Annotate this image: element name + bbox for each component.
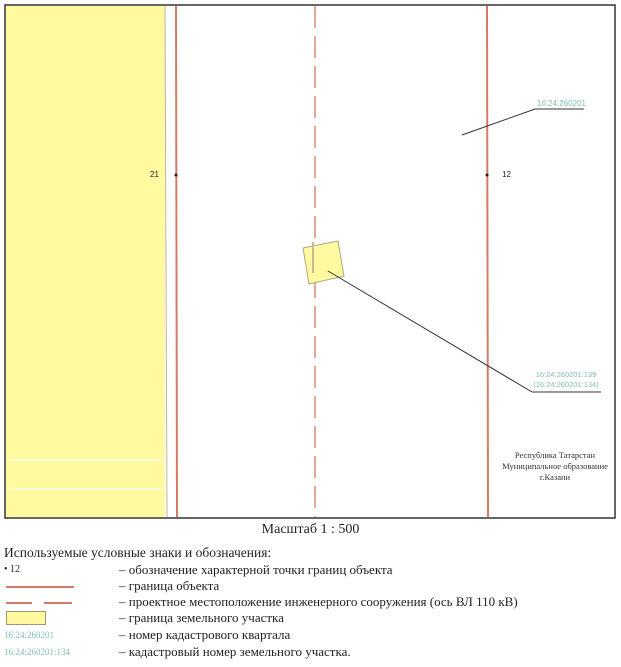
point-label-21: 21 (150, 170, 159, 179)
leader-line-quarter (462, 109, 535, 135)
cadastral-quarter-sample: 16:24:260201 (4, 630, 55, 640)
legend-desc: – проектное местоположение инженерного сооружения (ось ВЛ 110 кВ) (119, 594, 518, 609)
legend-item-cadastral-quarter (0, 627, 621, 643)
legend-item-object-boundary (0, 578, 621, 594)
region-republic: Республика Татарстан (514, 450, 596, 460)
solid-line-icon (4, 578, 114, 594)
parcel-number: 16:24:260201:139 (535, 370, 597, 379)
region-city: г.Казани (539, 472, 571, 482)
region-municipality: Муниципальное образование (502, 461, 608, 471)
legend-desc: – граница земельного участка (119, 610, 284, 625)
legend-item-cadastral-parcel (0, 644, 621, 660)
cadastral-parcel-sample: 16:24:260201:134 (4, 647, 71, 657)
object-boundary-left (176, 6, 177, 517)
region-label (494, 450, 616, 483)
boundary-point-21 (175, 174, 178, 177)
object-boundary-right (487, 6, 488, 517)
yellow-box-icon (4, 610, 114, 626)
legend-item-parcel-boundary (0, 610, 621, 626)
boundary-point-12 (486, 174, 489, 177)
point-label-12: 12 (502, 170, 511, 179)
legend-desc: – обозначение характерной точки границ объекта (119, 562, 393, 577)
parcel-previous-number: (16:24:260201:134) (533, 380, 599, 389)
legend-desc: – граница объекта (119, 578, 220, 593)
parcel-cadastral-label (530, 370, 602, 390)
dashed-line-icon (4, 594, 114, 610)
legend-item-point (0, 562, 621, 578)
land-parcel-small (303, 241, 344, 284)
map-scale: Масштаб 1 : 500 (261, 522, 360, 537)
parcel-edge (165, 6, 167, 517)
leader-line-parcel (328, 271, 532, 392)
land-parcel-left (6, 6, 165, 517)
legend-title: Используемые условные знаки и обозначения: (4, 545, 272, 560)
legend-item-power-line (0, 594, 621, 610)
point-symbol-icon: • 12 (4, 564, 21, 575)
legend-desc: – кадастровый номер земельного участка. (119, 644, 351, 659)
cadastral-quarter-label: 16:24:260201 (537, 99, 586, 108)
legend-desc: – номер кадастрового квартала (119, 627, 291, 642)
